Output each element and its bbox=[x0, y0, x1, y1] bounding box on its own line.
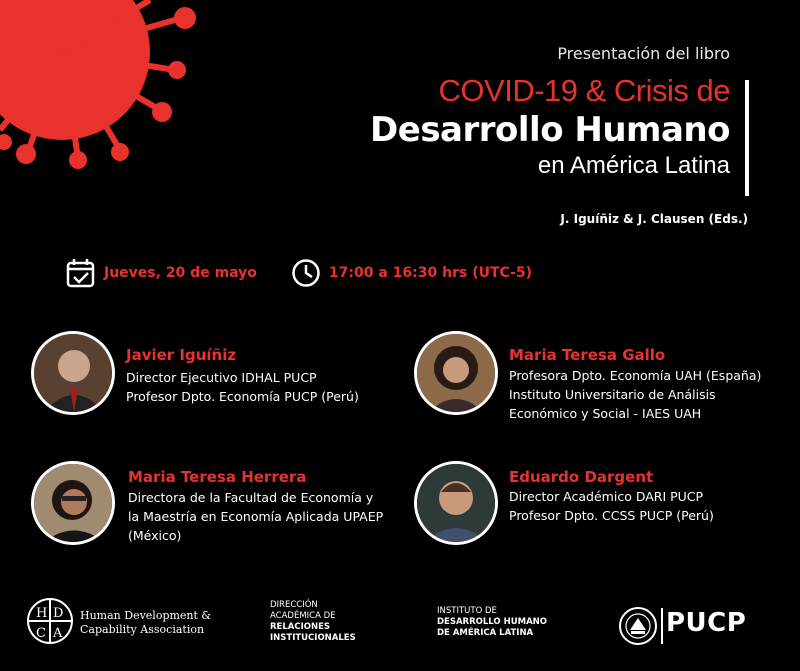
virus-illustration bbox=[0, 0, 200, 175]
avatar bbox=[414, 461, 498, 545]
book-header bbox=[370, 44, 730, 181]
speaker-role: Profesor Dpto. CCSS PUCP (Perú) bbox=[509, 508, 714, 523]
title-divider bbox=[745, 80, 749, 196]
svg-text:C: C bbox=[36, 626, 46, 641]
hdca-line: Capability Association bbox=[80, 623, 205, 636]
speaker-role: Profesor Dpto. Economía PUCP (Perú) bbox=[126, 389, 359, 404]
speaker-role: Económico y Social - IAES UAH bbox=[509, 406, 702, 421]
speaker-name: Maria Teresa Gallo bbox=[509, 346, 666, 364]
svg-text:H: H bbox=[36, 606, 48, 621]
speaker-name: Javier Iguíñiz bbox=[126, 346, 237, 364]
idhal-logo-text bbox=[437, 606, 547, 639]
pre-title: Presentación del libro bbox=[557, 44, 730, 63]
speaker-role: Director Ejecutivo IDHAL PUCP bbox=[126, 370, 317, 385]
title-line-1: COVID-19 & Crisis de bbox=[438, 73, 730, 108]
event-datetime bbox=[66, 258, 532, 288]
speaker-role: Director Académico DARI PUCP bbox=[509, 489, 704, 504]
pucp-logo-text: PUCP bbox=[666, 608, 747, 638]
title-line-3: en América Latina bbox=[537, 152, 730, 179]
hdca-logo-text bbox=[80, 609, 211, 637]
speaker-role: Profesora Dpto. Economía UAH (España) bbox=[509, 368, 762, 383]
editors: J. Iguíñiz & J. Clausen (Eds.) bbox=[560, 212, 748, 226]
speaker-role: Instituto Universitario de Análisis bbox=[509, 387, 716, 402]
pucp-divider bbox=[661, 608, 663, 644]
calendar-check-icon bbox=[66, 258, 96, 288]
dari-line: RELACIONES bbox=[270, 622, 331, 632]
speaker-role: (México) bbox=[128, 528, 182, 543]
hdca-line: Human Development & bbox=[80, 609, 212, 622]
avatar bbox=[414, 331, 498, 415]
hdca-logo-icon bbox=[26, 597, 74, 645]
speaker-name: Maria Teresa Herrera bbox=[128, 468, 307, 486]
speaker-role: Directora de la Facultad de Economía y bbox=[128, 490, 374, 505]
title-line-2: Desarrollo Humano bbox=[370, 110, 730, 150]
svg-text:D: D bbox=[53, 606, 64, 621]
idhal-line: DESARROLLO HUMANO bbox=[437, 617, 547, 627]
avatar bbox=[31, 461, 115, 545]
speaker-name: Eduardo Dargent bbox=[509, 468, 654, 486]
idhal-line: INSTITUTO DE bbox=[437, 606, 497, 616]
avatar bbox=[31, 331, 115, 415]
dari-line: INSTITUCIONALES bbox=[270, 633, 356, 643]
event-date: Jueves, 20 de mayo bbox=[104, 265, 257, 281]
speaker-role: la Maestría en Economía Aplicada UPAEP bbox=[128, 509, 384, 524]
clock-icon bbox=[291, 258, 321, 288]
idhal-line: DE AMÉRICA LATINA bbox=[437, 628, 534, 638]
dari-logo-text bbox=[270, 600, 356, 644]
event-time: 17:00 a 16:30 hrs (UTC-5) bbox=[328, 265, 533, 281]
pucp-seal-icon bbox=[618, 606, 658, 646]
dari-line: DIRECCIÓN bbox=[270, 600, 318, 610]
dari-line: ACADÉMICA DE bbox=[270, 611, 336, 621]
svg-text:A: A bbox=[53, 626, 63, 641]
